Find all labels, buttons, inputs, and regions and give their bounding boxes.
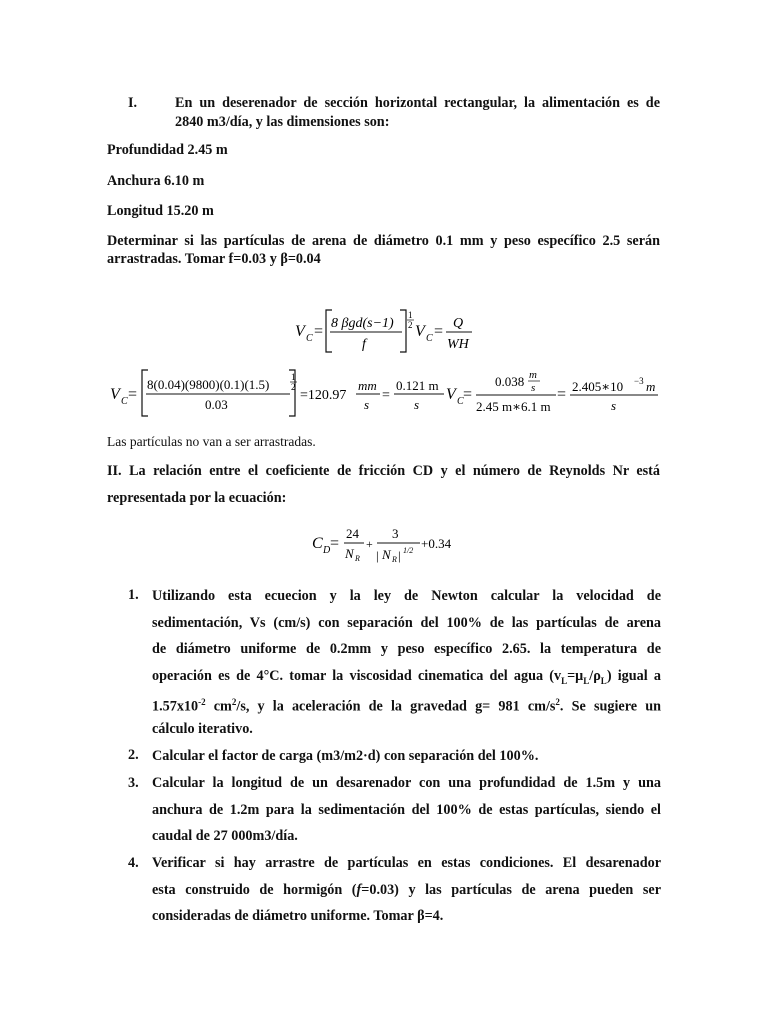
profundidad-text: Profundidad 2.45 m [107, 142, 228, 158]
item-1-line-2: sedimentación, Vs (cm/s) con separación del 100% de las partículas de arena [152, 614, 661, 631]
f2-flow: 0.038 [495, 374, 525, 389]
intro-line-1: En un deserenador de sección horizontal rectangular, la alimentación es de [175, 95, 660, 111]
f2-denominator: 0.03 [205, 397, 228, 412]
intro-line-2: 2840 m3/día, y las dimensiones son: [175, 114, 390, 130]
f1-vc: V [295, 323, 305, 340]
f3-cd: C [312, 535, 323, 552]
f2-result-2: 0.121 m [396, 378, 439, 393]
item-4-text [152, 850, 661, 930]
determinar-line-1: Determinar si las partículas de arena de diámetro 0.1 mm y peso específico 2.5 serán [107, 233, 660, 249]
f3-nr2: N [382, 547, 391, 562]
svg-text:=: = [557, 386, 567, 403]
roman-numeral-one: I. [128, 95, 138, 111]
f2-exp-den: 2 [291, 382, 296, 392]
item-1-line-1: Utilizando esta ecuecion y la ley de Newton calcular la velocidad de [152, 588, 661, 604]
f3-d-sub: D [323, 545, 331, 556]
item-1-text [152, 583, 661, 742]
f2-s1: s [364, 397, 370, 412]
item-2-line-1: Calcular el factor de carga (m3/m2·d) con separación del 100%. [152, 748, 539, 764]
item-4-number: 4. [128, 855, 139, 871]
item-4-line-1: Verificar si hay arrastre de partículas en estas condiciones. El desarenador [152, 855, 661, 871]
f2-exp-num: 1 [291, 372, 296, 382]
f2-c-sub: C [121, 396, 128, 407]
conclusion-text: Las partículas no van a ser arrastradas. [107, 434, 316, 449]
item-3-number: 3. [128, 775, 139, 791]
f2-s3: s [611, 398, 617, 413]
item-3-line-1: Calcular la longitud de un desarenador con una profundidad de 1.5m y una [152, 775, 661, 791]
item-3-text [152, 770, 661, 850]
svg-text:+: + [366, 537, 373, 551]
section2-line-1: II. La relación entre el coeficiente de fricción CD y el número de Reynolds Nr está [107, 463, 660, 479]
section2-line-2: representada por la ecuación: [107, 490, 287, 506]
formula-vc-numeric [0, 364, 768, 424]
longitud-text: Longitud 15.20 m [107, 203, 214, 219]
item-4-line-2: esta construido de hormigón (f=0.03) y las partículas de arena pueden ser [152, 881, 661, 898]
item-4-line-3: consideradas de diámetro uniforme. Tomar β=4. [152, 908, 444, 924]
f2-mm: mm [358, 378, 377, 393]
f2-vc2: V [446, 386, 456, 403]
item-1-line-6: cálculo iterativo. [152, 720, 253, 737]
f3-r2-sub: R [392, 555, 397, 564]
svg-text:|: | [376, 548, 379, 563]
f1-numerator: 8 βgd(s−1) [331, 316, 394, 331]
f1-exp-num: 1 [408, 310, 413, 320]
svg-text:=: = [128, 386, 138, 403]
f2-result-1: =120.97 [300, 388, 347, 403]
f3-r1-sub: R [355, 554, 360, 563]
f1-vc2: V [415, 323, 425, 340]
f3-exp: 1/2 [403, 546, 414, 555]
svg-text:=: = [463, 386, 473, 403]
f2-result-3: 2.405∗10 [572, 379, 624, 394]
item-1-line-3: de diámetro uniforme de 0.2mm y peso específico 2.65. la temperatura de [152, 641, 661, 657]
item-1-number: 1. [128, 587, 139, 603]
item-3-line-3: caudal de 27 000m3/día. [152, 828, 298, 844]
svg-text:=: = [330, 535, 340, 552]
f1-c-sub: C [306, 333, 313, 344]
f2-vc: V [110, 386, 120, 403]
f1-exp-den: 2 [408, 320, 413, 330]
svg-text:=: = [434, 323, 444, 340]
f3-3: 3 [392, 526, 399, 541]
svg-text:|: | [398, 548, 401, 563]
formula-cd [0, 520, 768, 570]
f2-m3: m [646, 379, 656, 394]
svg-text:=: = [314, 323, 324, 340]
f1-denominator: f [362, 337, 366, 352]
f3-const: +0.34 [421, 536, 452, 551]
f1-wh: WH [447, 337, 469, 352]
svg-text:=: = [382, 388, 390, 403]
item-2-number: 2. [128, 747, 139, 763]
determinar-line-2: arrastradas. Tomar f=0.03 y β=0.04 [107, 251, 321, 267]
f2-c2-sub: C [457, 396, 464, 407]
anchura-text: Anchura 6.10 m [107, 173, 205, 189]
f3-nr1: N [345, 546, 354, 561]
f2-exp-3: −3 [634, 376, 644, 386]
item-1-line-4: operación es de 4°C. tomar la viscosidad cinematica del agua $(v_L=\mu_L/\rho_L)$ igual a [152, 667, 661, 686]
f1-q: Q [453, 316, 464, 331]
f2-area: 2.45 m∗6.1 m [476, 399, 551, 414]
item-1-line-5: $1.57x10^{-2}$ $cm^2/s$, y la aceleración de la gravedad g= 981 $cm/s^2$. Se sugiere un [152, 697, 661, 715]
f2-numerator: 8(0.04)(9800)(0.1)(1.5) [147, 377, 270, 392]
f2-m-top: m [529, 369, 537, 381]
f2-s-top: s [531, 382, 536, 394]
item-2-text [152, 743, 661, 770]
item-3-line-2: anchura de 1.2m para la sedimentación del 100% de estas partículas, siendo el [152, 801, 661, 818]
formula-vc-equations [0, 300, 768, 360]
f2-s2: s [414, 397, 420, 412]
f1-c2-sub: C [426, 333, 433, 344]
f3-24: 24 [346, 526, 359, 541]
